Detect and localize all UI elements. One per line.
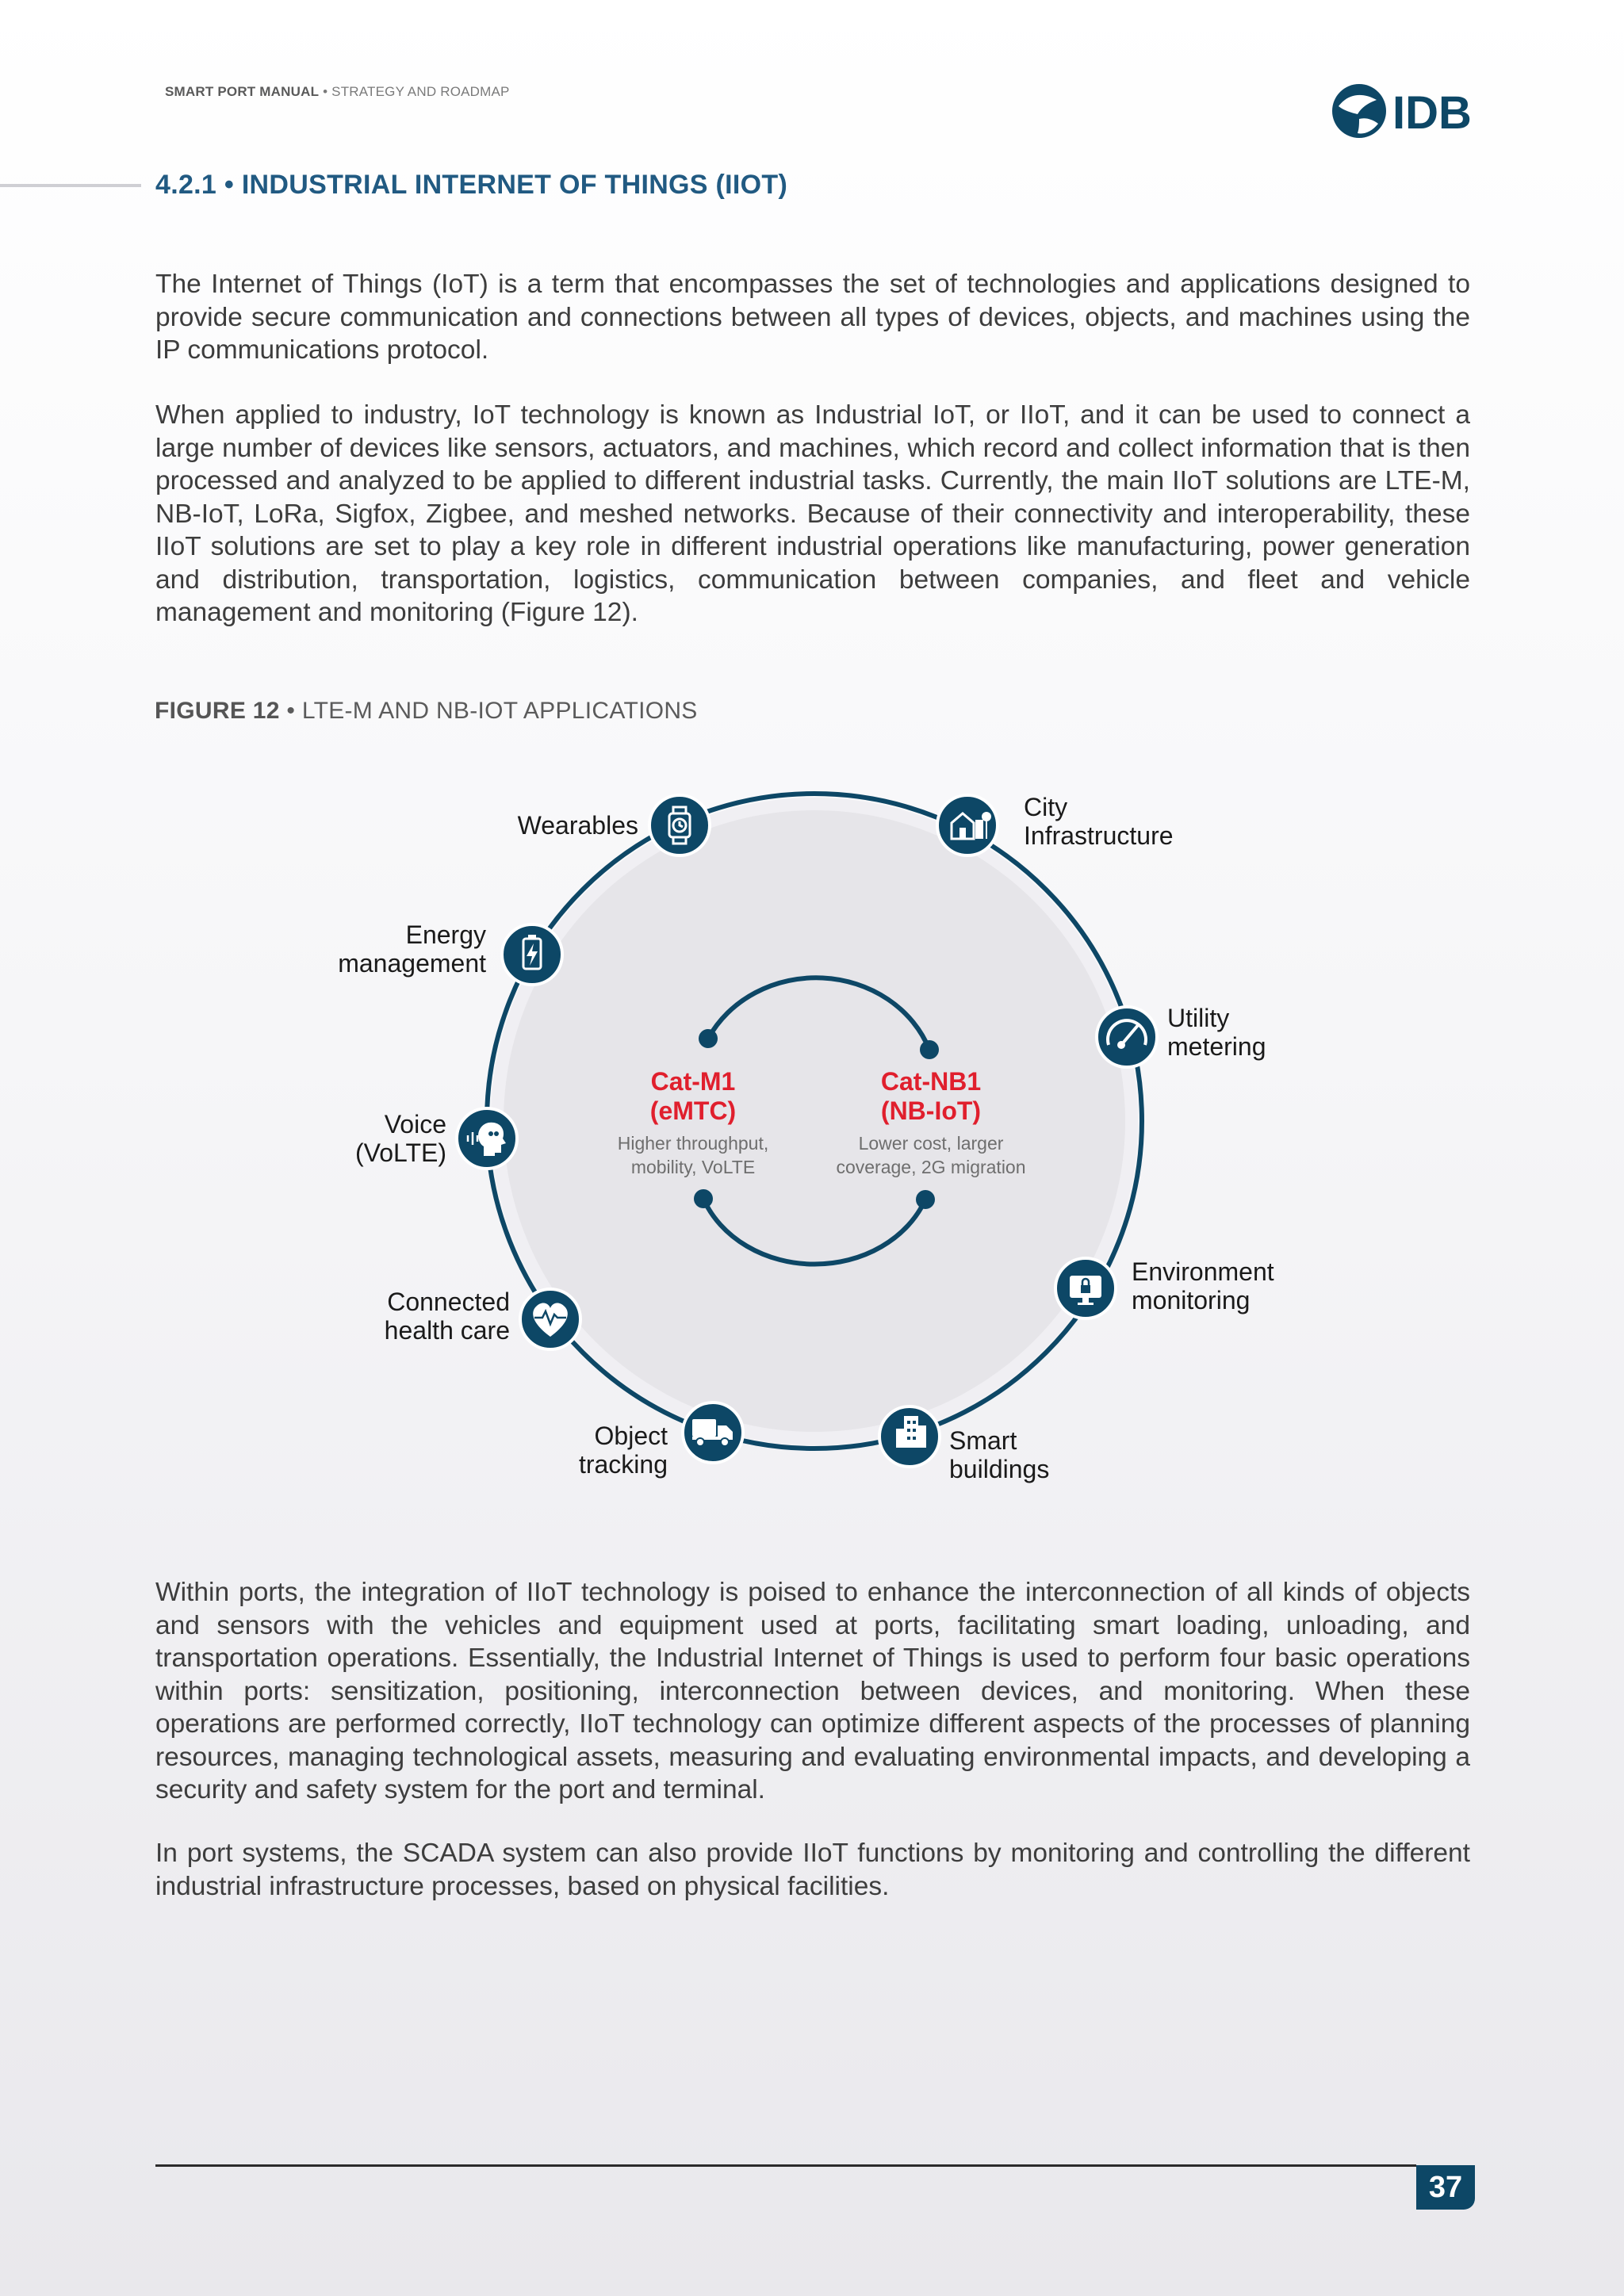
node-buildings-label-1: Smart bbox=[949, 1426, 1017, 1455]
arc-endpoint bbox=[916, 1190, 935, 1209]
paragraph-1: The Internet of Things (IoT) is a term that encompasses the set of technologies and applications designed to provide secure communication and connections between all types of devices, objects, and machines using the IP communications protocol. bbox=[155, 270, 1470, 365]
cat-m1-subname: (eMTC) bbox=[649, 1096, 737, 1125]
manual-title: SMART PORT MANUAL bbox=[165, 84, 320, 99]
node-voice-volte bbox=[355, 1108, 517, 1169]
node-wearables bbox=[518, 795, 710, 855]
node-tracking-label-2: tracking bbox=[578, 1450, 668, 1479]
cat-m1-name: Cat-M1 bbox=[650, 1067, 736, 1096]
node-city-infrastructure bbox=[937, 793, 1174, 855]
figure-title bbox=[155, 698, 698, 725]
cat-nb1-subname: (NB-IoT) bbox=[880, 1096, 982, 1125]
node-energy-label-1: Energy bbox=[405, 920, 486, 949]
manual-subtitle: STRATEGY AND ROADMAP bbox=[331, 84, 510, 99]
node-tracking-label-1: Object bbox=[594, 1422, 668, 1450]
iot-applications-diagram bbox=[0, 753, 1624, 1514]
node-health-label-1: Connected bbox=[387, 1288, 510, 1316]
node-energy-management bbox=[338, 920, 562, 985]
node-city-label-2: Infrastructure bbox=[1024, 821, 1174, 850]
idb-logo bbox=[1331, 82, 1478, 140]
node-connected-health-care bbox=[385, 1288, 580, 1349]
center-disc bbox=[504, 810, 1125, 1432]
node-voice-label-1: Voice bbox=[384, 1110, 446, 1138]
node-buildings-label-2: buildings bbox=[949, 1455, 1050, 1483]
node-city-label-1: City bbox=[1024, 793, 1068, 821]
cat-m1-desc-2: mobility, VoLTE bbox=[630, 1157, 756, 1177]
smartwatch-icon bbox=[669, 807, 690, 844]
paragraph-3: Within ports, the integration of IIoT technology is poised to enhance the interconnection of all kinds of objects and sensors with the vehicles and equipment used at ports, facilitating smart loading, unloading, and transportation operations. Essentially, the Industrial Internet of Things is used to perform four basic operations within ports: sensitization, positioning, interconnection between devices, and monitoring. When these operations are performed correctly, IIoT technology can optimize different aspects of the processes of planning resources, managing technological assets, measuring and evaluating environmental impacts, and developing a security and safety system for the port and terminal. bbox=[155, 1578, 1470, 1804]
figure-label: FIGURE 12 bbox=[155, 698, 280, 724]
paragraph-4: In port systems, the SCADA system can also provide IIoT functions by monitoring and controlling the different industrial infrastructure processes, based on physical facilities. bbox=[155, 1839, 1470, 1901]
page-number: 37 bbox=[1416, 2165, 1475, 2210]
node-environment-label-2: monitoring bbox=[1132, 1286, 1251, 1314]
node-utility-label-2: metering bbox=[1167, 1032, 1266, 1061]
arc-endpoint bbox=[920, 1040, 939, 1059]
section-rule bbox=[0, 184, 141, 187]
paragraph-2: When applied to industry, IoT technology is known as Industrial IoT, or IIoT, and it can be used to connect a large number of devices like sensors, actuators, and machines, which record and collect information that is then processed and analyzed to be applied to different industrial tasks. Currently, the main IIoT solutions are LTE-M, NB-IoT, LoRa, Sigfox, Zigbee, and meshed networks. Because of their connectivity and interoperability, these IIoT solutions are set to play a key role in different industrial operations like manufacturing, power generation and distribution, transportation, logistics, communication between companies, and fleet and vehicle management and monitoring (Figure 12). bbox=[155, 400, 1470, 627]
figure-caption: LTE-M AND NB-IOT APPLICATIONS bbox=[301, 698, 698, 724]
node-voice-label-2: (VoLTE) bbox=[355, 1138, 446, 1167]
node-utility-label-1: Utility bbox=[1167, 1004, 1230, 1032]
node-energy-label-2: management bbox=[338, 949, 486, 978]
cat-nb1-name: Cat-NB1 bbox=[880, 1067, 982, 1096]
cat-nb1-desc: Lower cost, larger bbox=[858, 1133, 1004, 1154]
node-city-badge bbox=[937, 795, 998, 855]
header-separator: • bbox=[319, 84, 332, 99]
footer-rule bbox=[155, 2164, 1416, 2167]
node-wearables-label: Wearables bbox=[517, 811, 638, 840]
node-environment-monitoring bbox=[1055, 1257, 1274, 1318]
section-title: 4.2.1 • INDUSTRIAL INTERNET OF THINGS (IIOT) bbox=[155, 170, 788, 200]
node-object-tracking bbox=[579, 1402, 743, 1479]
arc-endpoint bbox=[694, 1189, 713, 1208]
figure-separator: • bbox=[279, 698, 302, 724]
arc-endpoint bbox=[699, 1029, 718, 1048]
logo-text: IDB bbox=[1392, 87, 1472, 139]
node-health-label-2: health care bbox=[384, 1316, 510, 1345]
cat-nb1-desc-2: coverage, 2G migration bbox=[836, 1157, 1026, 1177]
cat-m1-desc: Higher throughput, bbox=[617, 1133, 769, 1154]
node-utility-metering bbox=[1097, 1004, 1266, 1067]
node-environment-label-1: Environment bbox=[1132, 1257, 1274, 1286]
node-smart-buildings bbox=[879, 1406, 1049, 1483]
running-header bbox=[165, 84, 510, 100]
